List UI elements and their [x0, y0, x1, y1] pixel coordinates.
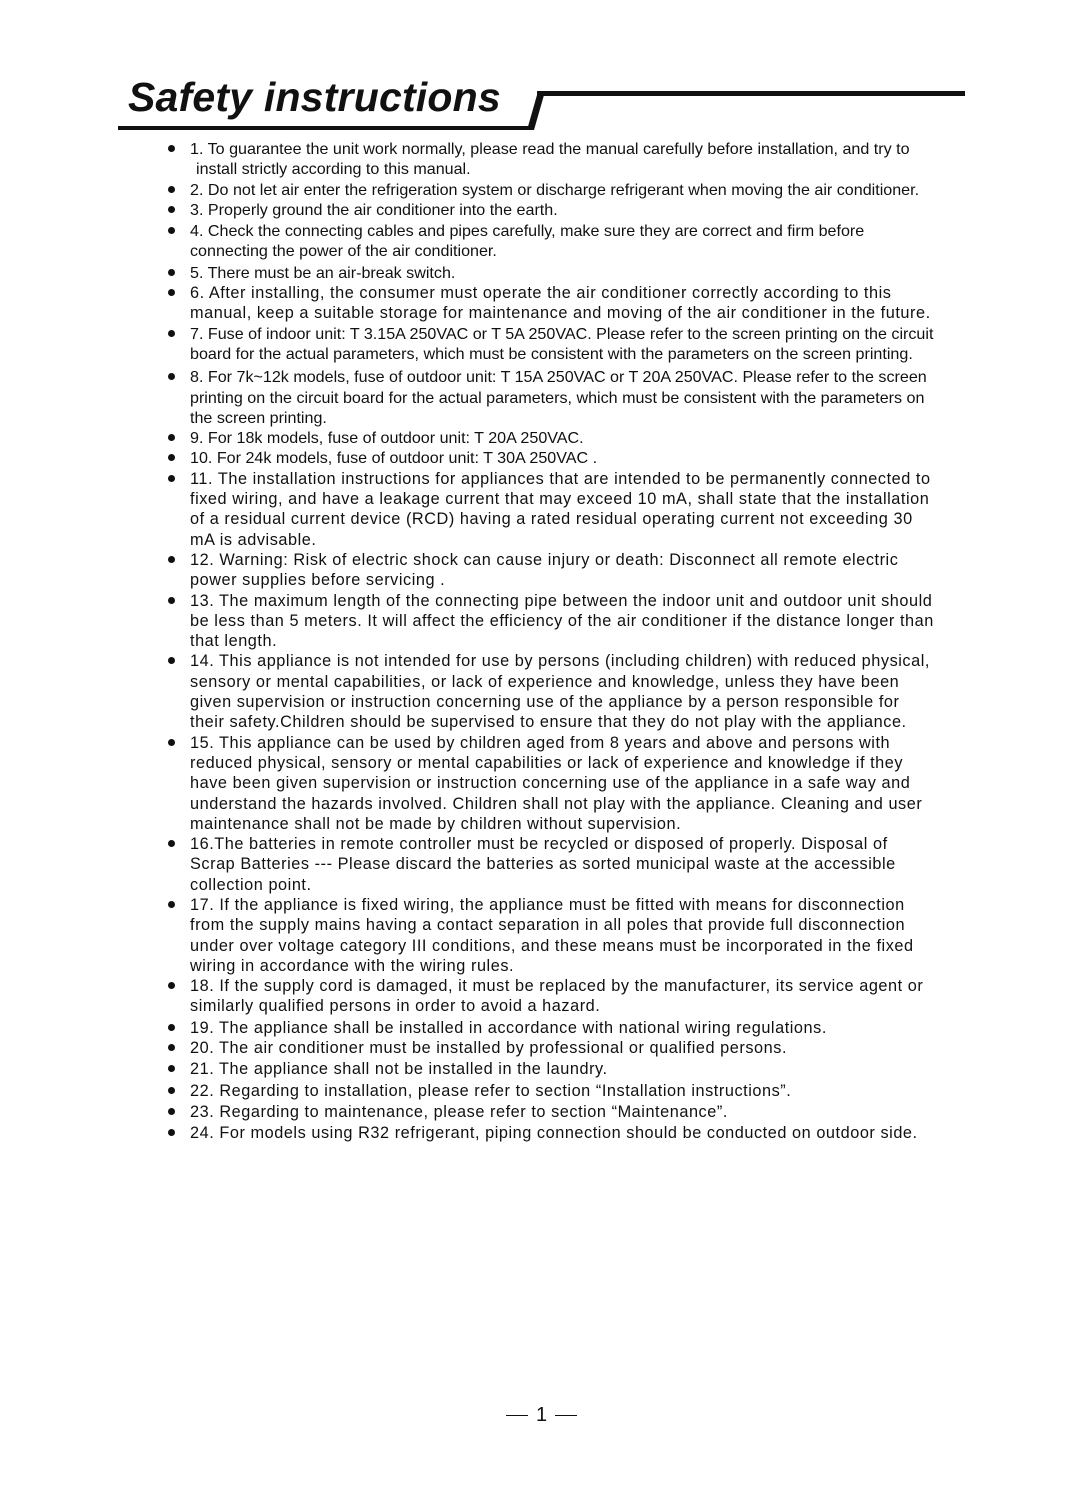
list-item: 16.The batteries in remote controller must be recycled or disposed of properly. Disposal of Scrap Batteries --- Please discard the batteries as sorted municipal waste at the accessible collection point.: [166, 834, 936, 895]
bullet-icon: [168, 1087, 175, 1094]
list-item: 18. If the supply cord is damaged, it must be replaced by the manufacturer, its service agent or similarly qualified persons in order to avoid a hazard.: [166, 976, 936, 1017]
bullet-icon: [168, 186, 175, 193]
bullet-icon: [168, 840, 175, 847]
list-item: 21. The appliance shall not be installed in the laundry.: [166, 1059, 936, 1079]
list-item: 13. The maximum length of the connecting pipe between the indoor unit and outdoor unit should be less than 5 meters. It will affect the efficiency of the air conditioner if the distance longer than that length.: [166, 591, 936, 652]
list-item: 14. This appliance is not intended for use by persons (including children) with reduced physical, sensory or mental capabilities, or lack of experience and knowledge, unless they have been given supervision or instruction concerning use of the appliance by a person responsible for their safety.Children should be supervised to ensure that they do not play with the appliance.: [166, 651, 936, 732]
list-item: 23. Regarding to maintenance, please refer to section “Maintenance”.: [166, 1102, 936, 1122]
page-header: [0, 0, 1083, 140]
list-item: 17. If the appliance is fixed wiring, the appliance must be fitted with means for disconnection from the supply mains having a contact separation in all poles that provide full disconnection under over voltage category III conditions, and these means must be incorporated in the fixed wiring in accordance with the wiring rules.: [166, 895, 936, 976]
bullet-icon: [168, 982, 175, 989]
list-item: 2. Do not let air enter the refrigeration system or discharge refrigerant when moving the air conditioner.: [166, 180, 936, 200]
bullet-icon: [168, 227, 175, 234]
title-overline: [537, 91, 965, 96]
footer-dash-left: [506, 1415, 528, 1416]
bullet-icon: [168, 1024, 175, 1031]
list-item: 6. After installing, the consumer must operate the air conditioner correctly according to this manual, keep a suitable storage for maintenance and moving of the air conditioner in the future.: [166, 283, 936, 324]
footer-dash-right: [555, 1415, 577, 1416]
list-item: 1. To guarantee the unit work normally, please read the manual carefully before installation, and try to install strictly according to this manual.: [166, 139, 936, 180]
list-item: 4. Check the connecting cables and pipes carefully, make sure they are correct and firm before connecting the power of the air conditioner.: [166, 221, 936, 262]
safety-list: [166, 139, 936, 1144]
bullet-icon: [168, 1108, 175, 1115]
list-item: 12. Warning: Risk of electric shock can cause injury or death: Disconnect all remote electric power supplies before servicing .: [166, 550, 936, 591]
bullet-icon: [168, 269, 175, 276]
bullet-icon: [168, 206, 175, 213]
list-item: 20. The air conditioner must be installed by professional or qualified persons.: [166, 1038, 936, 1058]
list-item: 11. The installation instructions for appliances that are intended to be permanently connected to fixed wiring, and have a leakage current that may exceed 10 mA, shall state that the installation of a residual current device (RCD) having a rated residual operating current not exceeding 30 mA is advisable.: [166, 469, 936, 550]
bullet-icon: [168, 373, 175, 380]
list-item: 10. For 24k models, fuse of outdoor unit: T 30A 250VAC .: [166, 448, 936, 468]
list-item: 24. For models using R32 refrigerant, piping connection should be conducted on outdoor side.: [166, 1123, 936, 1143]
bullet-icon: [168, 330, 175, 337]
bullet-icon: [168, 556, 175, 563]
list-item: 19. The appliance shall be installed in accordance with national wiring regulations.: [166, 1018, 936, 1038]
list-item: 7. Fuse of indoor unit: T 3.15A 250VAC or T 5A 250VAC. Please refer to the screen printing on the circuit board for the actual parameters, which must be consistent with the parameters on the screen printing.: [166, 324, 936, 365]
list-item: 9. For 18k models, fuse of outdoor unit: T 20A 250VAC.: [166, 428, 936, 448]
bullet-icon: [168, 597, 175, 604]
list-item: 15. This appliance can be used by children aged from 8 years and above and persons with reduced physical, sensory or mental capabilities or lack of experience and knowledge if they have been given supervision or instruction concerning use of the appliance in a safe way and understand the hazards involved. Children shall not play with the appliance. Cleaning and user maintenance shall not be made by children without supervision.: [166, 733, 936, 834]
list-item: 22. Regarding to installation, please refer to section “Installation instructions”.: [166, 1081, 936, 1101]
bullet-icon: [168, 739, 175, 746]
title-slant: [527, 95, 544, 130]
page-title: Safety instructions: [128, 74, 501, 120]
bullet-icon: [168, 145, 175, 152]
bullet-icon: [168, 901, 175, 908]
bullet-icon: [168, 1065, 175, 1072]
bullet-icon: [168, 475, 175, 482]
list-item: 3. Properly ground the air conditioner into the earth.: [166, 200, 936, 220]
title-underline: [118, 126, 530, 130]
bullet-icon: [168, 289, 175, 296]
bullet-icon: [168, 1044, 175, 1051]
bullet-icon: [168, 1129, 175, 1136]
bullet-icon: [168, 454, 175, 461]
bullet-icon: [168, 657, 175, 664]
list-item: 8. For 7k~12k models, fuse of outdoor unit: T 15A 250VAC or T 20A 250VAC. Please refer to the screen printing on the circuit board for the actual parameters, which must be consistent with the parameters on the screen printing.: [166, 367, 936, 428]
page-number: 1: [535, 1404, 548, 1426]
page-footer: [0, 1404, 1083, 1427]
bullet-icon: [168, 434, 175, 441]
list-item: 5. There must be an air-break switch.: [166, 263, 936, 283]
